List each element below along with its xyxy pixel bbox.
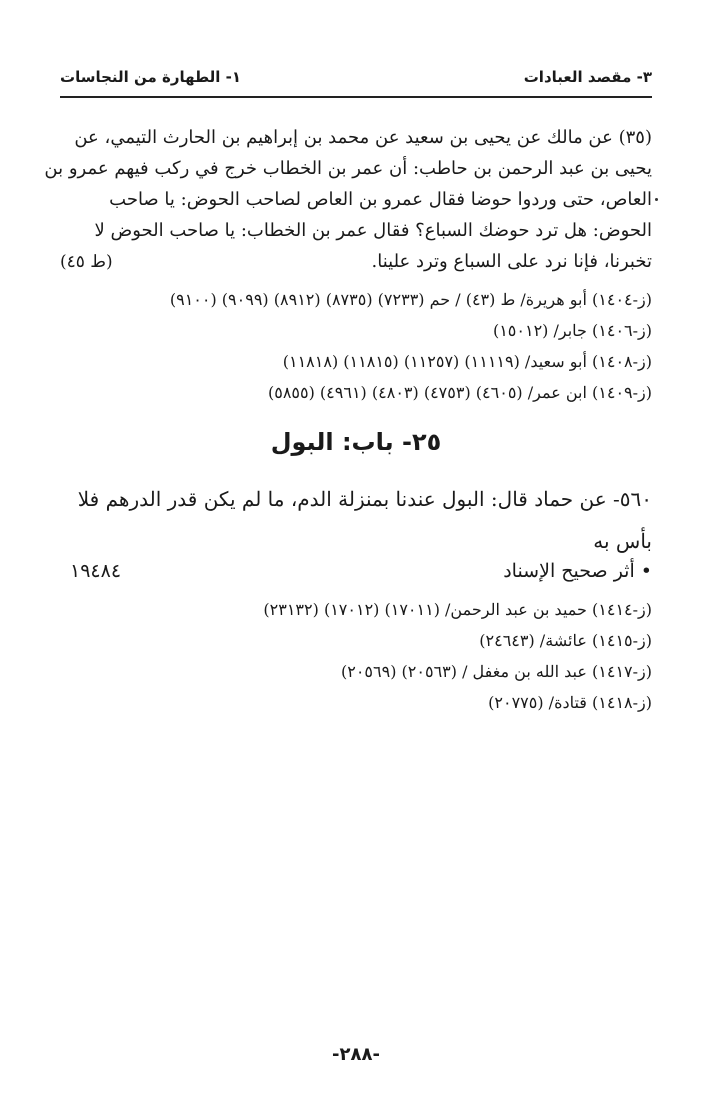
cross-ref-line: (ز-١٤٠٩) ابن عمر/ (٤٦٠٥) (٤٧٥٣) (٤٨٠٣) (٤٩٦١) (٥٨٥٥) [267,383,652,402]
header-chapter-title: ١- الطهارة من النجاسات [60,68,242,86]
athar-grade-row [60,560,652,594]
hadith-line: الحوض: هل ترد حوضك السباع؟ فقال عمر بن الخطاب: يا صاحب الحوض لا [94,220,652,241]
cross-ref-line: (ز-١٤٠٤) أبو هريرة/ ط (٤٣) / حم (٧٢٣٣) (٨٧٣٥) (٨٩١٢) (٩٠٩٩) (٩١٠٠) [169,290,652,309]
hadith-cross-references [60,284,652,408]
athar-line: بأس به [593,529,652,553]
running-header [60,64,652,94]
chapter-heading: ٢٥- باب: البول [270,428,442,456]
margin-dot [655,198,658,201]
hadith-35-text [44,122,652,277]
hadith-source-reference: (ط ٤٥) [60,252,113,272]
page-number: -٢٨٨- [332,1044,380,1065]
hadith-line: العاص، حتى وردوا حوضا فقال عمرو بن العاص لصاحب الحوض: يا صاحب [109,189,652,210]
hadith-line: يحيى بن عبد الرحمن بن حاطب: أن عمر بن الخطاب خرج في ركب فيهم عمرو بن [44,158,652,179]
cross-ref-line: (ز-١٤١٤) حميد بن عبد الرحمن/ (١٧٠١١) (١٧٠١٢) (٢٣١٣٢) [263,600,652,619]
hadith-line: (٣٥) عن مالك عن يحيى بن سعيد عن محمد بن إبراهيم بن الحارث التيمي، عن [74,127,652,148]
athar-line: ٥٦٠- عن حماد قال: البول عندنا بمنزلة الدم، ما لم يكن قدر الدرهم فلا [77,487,652,511]
cross-ref-line: (ز-١٤٠٨) أبو سعيد/ (١١١١٩) (١١٢٥٧) (١١٨١٥) (١١٨١٨) [282,352,652,371]
header-section-title: ٣- مقصد العبادات [523,68,652,86]
header-divider [60,96,652,98]
cross-ref-line: (ز-١٤١٥) عائشة/ (٢٤٦٤٣) [479,631,652,650]
athar-cross-references [60,594,652,718]
hadith-line: تخبرنا، فإنا نرد على السباع وترد علينا. [371,251,652,272]
athar-560-text [60,478,652,562]
cross-ref-line: (ز-١٤١٨) قتادة/ (٢٠٧٧٥) [488,693,652,712]
athar-grade: • أثر صحيح الإسناد [503,560,652,582]
cross-ref-line: (ز-١٤١٧) عبد الله بن مغفل / (٢٠٥٦٣) (٢٠٥٦٩) [340,662,652,681]
athar-number: ١٩٤٨٤ [70,560,122,582]
cross-ref-line: (ز-١٤٠٦) جابر/ (١٥٠١٢) [492,321,652,340]
